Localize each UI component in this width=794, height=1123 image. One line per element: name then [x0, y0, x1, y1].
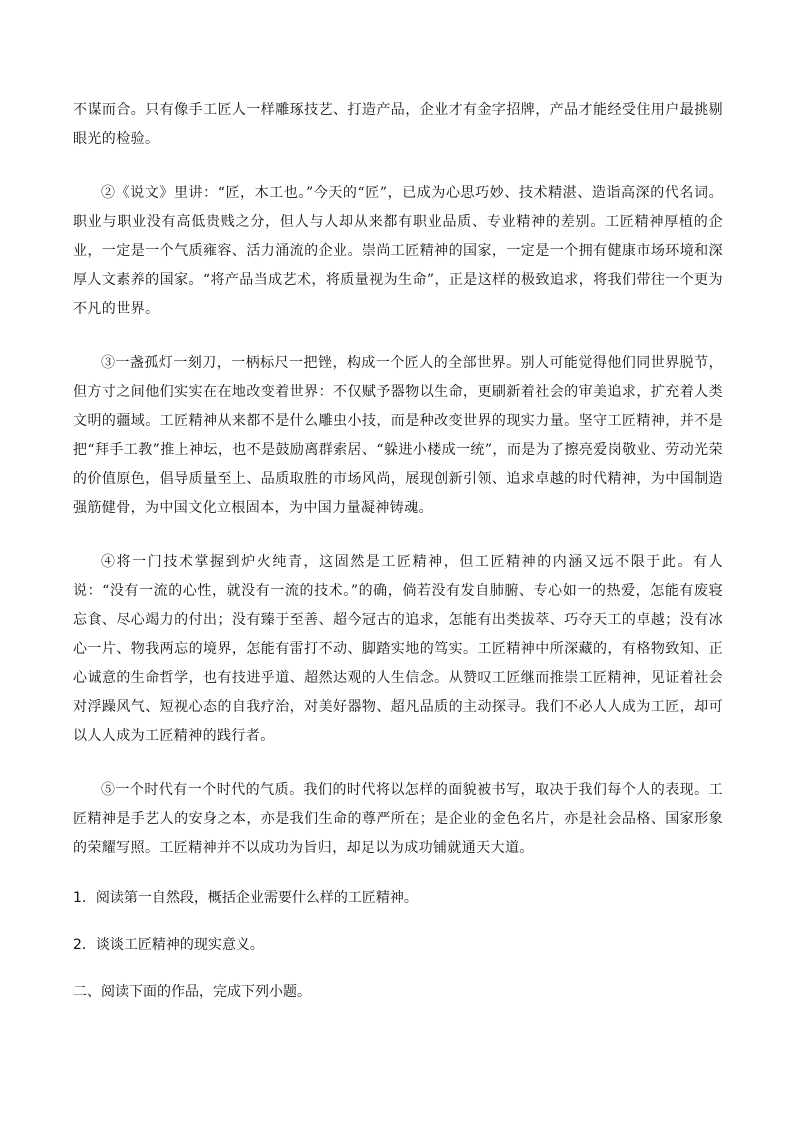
document-body [73, 96, 723, 1029]
section-heading-2: 二、阅读下面的作品，完成下列小题。 [73, 984, 311, 1000]
paragraph-4: ④将一门技术掌握到炉火纯青，这固然是工匠精神，但工匠精神的内涵又远不限于此。有人说：“没有一流的心性，就没有一流的技术。”的确，倘若没有发自肺腑、专心如一的热爱，怎能有废寝忘食、尽心竭力的付出；没有臻于至善、超今冠古的追求，怎能有出类拔萃、巧夺天工的卓越；没有冰心一片、物我两忘的境界，怎能有雷打不动、脚踏实地的笃实。工匠精神中所深藏的，有格物致知、正心诚意的生命哲学，也有技进乎道、超然达观的人生信念。从赞叹工匠继而推崇工匠精神，见证着社会对浮躁风气、短视心态的自我疗治，对美好器物、超凡品质的主动探寻。我们不必人人成为工匠，却可以人人成为工匠精神的践行者。 [73, 554, 723, 744]
paragraph-continued: 不谋而合。只有像手工匠人一样雕琢技艺、打造产品，企业才有金字招牌，产品才能经受住用户最挑剔眼光的检验。 [73, 102, 723, 147]
paragraph-5: ⑤一个时代有一个时代的气质。我们的时代将以怎样的面貌被书写，取决于我们每个人的表现。工匠精神是手艺人的安身之本，亦是我们生命的尊严所在；是企业的金色名片，亦是社会品格、国家形象的荣耀写照。工匠精神并不以成功为旨归，却足以为成功铺就通天大道。 [73, 782, 723, 856]
paragraph-3: ③一盏孤灯一刻刀，一柄标尺一把锉，构成一个匠人的全部世界。别人可能觉得他们同世界脱节，但方寸之间他们实实在在地改变着世界：不仅赋予器物以生命，更刷新着社会的审美追求，扩充着人类文明的疆域。工匠精神从来都不是什么雕虫小技，而是种改变世界的现实力量。坚守工匠精神，并不是把“拜手工教”推上神坛，也不是鼓励离群索居、“躲进小楼成一统”，而是为了擦亮爱岗敬业、劳动光荣的价值原色，倡导质量至上、品质取胜的市场风尚，展现创新引领、追求卓越的时代精神，为中国制造强筋健骨，为中国文化立根固本，为中国力量凝神铸魂。 [73, 355, 723, 516]
paragraph-2: ②《说文》里讲：“匠，木工也。”今天的“匠”，已成为心思巧妙、技术精湛、造诣高深的代名词。职业与职业没有高低贵贱之分，但人与人却从来都有职业品质、专业精神的差别。工匠精神厚植的企业，一定是一个气质雍容、活力涌流的企业。崇尚工匠精神的国家，一定是一个拥有健康市场环境和深厚人文素养的国家。“将产品当成艺术，将质量视为生命”，正是这样的极致追求，将我们带往一个更为不凡的世界。 [73, 185, 723, 317]
question-2: 2．谈谈工匠精神的现实意义。 [73, 937, 264, 953]
question-1: 1．阅读第一自然段，概括企业需要什么样的工匠精神。 [73, 890, 418, 906]
